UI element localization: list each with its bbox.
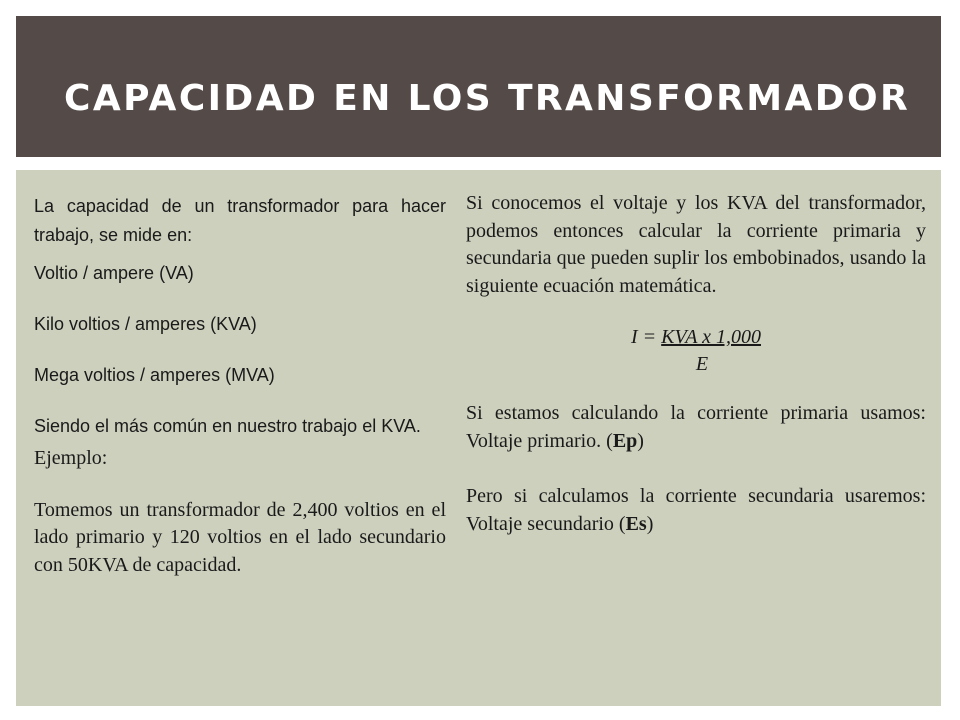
right-column xyxy=(466,190,926,538)
slide-title: CAPACIDAD EN LOS TRANSFORMADOR xyxy=(64,78,911,119)
secondary-current-note xyxy=(466,483,926,538)
left-column xyxy=(34,192,446,579)
unit-kva: Kilo voltios / amperes (KVA) xyxy=(34,314,257,334)
secondary-voltage-symbol: Es xyxy=(625,512,647,535)
secondary-text: Pero si calculamos la corriente secundaria usaremos: Voltaje secundario ( xyxy=(466,485,926,535)
common-unit-note: Siendo el más común en nuestro trabajo el KVA. xyxy=(34,416,421,436)
example-label: Ejemplo: xyxy=(34,447,108,469)
unit-va: Voltio / ampere (VA) xyxy=(34,263,194,283)
calculation-intro: Si conocemos el voltaje y los KVA del transformador, podemos entonces calcular la corriente primaria y secundaria que pueden suplir los embobinados, usando la siguiente ecuación matemática. xyxy=(466,192,926,297)
primary-text: Si estamos calculando la corriente primaria usamos: Voltaje primario. ( xyxy=(466,402,926,452)
formula-lhs: I = xyxy=(631,326,662,348)
formula-denominator: E xyxy=(695,353,709,375)
formula-numerator: KVA x 1,000 xyxy=(661,326,761,348)
primary-close: ) xyxy=(637,429,644,452)
secondary-close: ) xyxy=(646,512,654,535)
current-formula xyxy=(466,324,926,378)
primary-voltage-symbol: Ep xyxy=(612,429,638,452)
formula-numerator-line xyxy=(466,324,926,351)
primary-current-note xyxy=(466,400,926,455)
capacity-intro: La capacidad de un transformador para hacer trabajo, se mide en: xyxy=(34,196,446,245)
unit-mva: Mega voltios / amperes (MVA) xyxy=(34,365,275,385)
example-text: Tomemos un transformador de 2,400 voltios en el lado primario y 120 voltios en el lado secundario con 50KVA de capacidad. xyxy=(34,498,446,576)
